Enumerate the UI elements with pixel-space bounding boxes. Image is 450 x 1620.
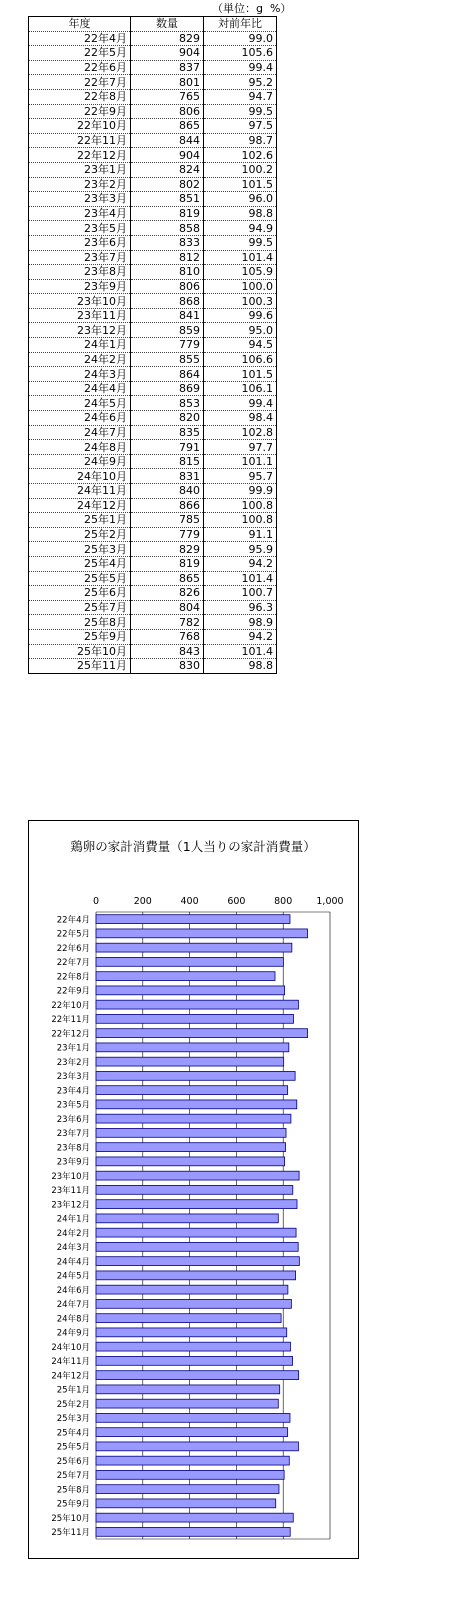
cell-month: 24年7月 [29, 425, 131, 440]
cell-yoy: 95.7 [204, 469, 277, 484]
bar [96, 1143, 286, 1152]
category-label: 24年6月 [56, 1285, 90, 1296]
category-label: 23年1月 [56, 1043, 90, 1054]
table-row [29, 338, 277, 353]
cell-quantity: 833 [131, 235, 204, 250]
table-row [29, 221, 277, 236]
bars [96, 915, 308, 1537]
category-label: 25年3月 [56, 1414, 90, 1425]
cell-quantity: 826 [131, 586, 204, 601]
cell-yoy: 99.9 [204, 484, 277, 499]
cell-quantity: 791 [131, 440, 204, 455]
bar [96, 1442, 298, 1451]
category-label: 24年10月 [51, 1342, 90, 1353]
cell-month: 23年9月 [29, 279, 131, 294]
cell-yoy: 106.6 [204, 352, 277, 367]
category-label: 23年10月 [51, 1171, 90, 1182]
cell-month: 22年5月 [29, 46, 131, 61]
x-tick-label: 600 [227, 896, 246, 907]
table-row [29, 250, 277, 265]
bar [96, 1071, 295, 1080]
cell-quantity: 840 [131, 484, 204, 499]
bar [96, 1271, 296, 1280]
cell-month: 23年8月 [29, 265, 131, 280]
cell-yoy: 100.8 [204, 498, 277, 513]
table-row [29, 600, 277, 615]
category-label: 23年2月 [56, 1057, 90, 1068]
cell-yoy: 106.1 [204, 381, 277, 396]
bar [96, 1029, 308, 1038]
cell-yoy: 99.6 [204, 308, 277, 323]
cell-yoy: 94.2 [204, 629, 277, 644]
bar [96, 1157, 285, 1166]
category-label: 24年7月 [56, 1300, 90, 1311]
cell-month: 25年1月 [29, 513, 131, 528]
cell-month: 24年3月 [29, 367, 131, 382]
table-row [29, 571, 277, 586]
category-label: 24年12月 [51, 1371, 90, 1382]
category-label: 23年9月 [56, 1157, 90, 1168]
bar [96, 929, 308, 938]
cell-month: 25年7月 [29, 600, 131, 615]
category-label: 23年12月 [51, 1200, 90, 1211]
bar [96, 1214, 278, 1223]
cell-quantity: 819 [131, 556, 204, 571]
cell-month: 25年10月 [29, 644, 131, 659]
bar [96, 1328, 287, 1337]
table-row [29, 133, 277, 148]
table-row [29, 542, 277, 557]
cell-quantity: 810 [131, 265, 204, 280]
table-row [29, 556, 277, 571]
header-year: 年度 [29, 17, 131, 32]
cell-yoy: 97.5 [204, 119, 277, 134]
category-label: 23年6月 [56, 1114, 90, 1125]
cell-yoy: 101.4 [204, 571, 277, 586]
cell-quantity: 831 [131, 469, 204, 484]
cell-yoy: 102.6 [204, 148, 277, 163]
cell-month: 22年6月 [29, 60, 131, 75]
table-row [29, 31, 277, 46]
bar [96, 1285, 288, 1294]
cell-yoy: 95.2 [204, 75, 277, 90]
bar [96, 1228, 296, 1237]
table-header-row [29, 17, 277, 32]
bar [96, 1114, 291, 1123]
cell-month: 25年5月 [29, 571, 131, 586]
category-label: 22年10月 [51, 1000, 90, 1011]
table-row [29, 527, 277, 542]
bar [96, 957, 283, 966]
cell-month: 23年4月 [29, 206, 131, 221]
cell-yoy: 98.8 [204, 206, 277, 221]
cell-month: 25年9月 [29, 629, 131, 644]
cell-month: 23年12月 [29, 323, 131, 338]
table-row [29, 615, 277, 630]
table-row [29, 659, 277, 674]
table-row [29, 89, 277, 104]
cell-quantity: 904 [131, 148, 204, 163]
cell-quantity: 837 [131, 60, 204, 75]
bar [96, 1043, 289, 1052]
cell-month: 23年6月 [29, 235, 131, 250]
cell-quantity: 765 [131, 89, 204, 104]
table-row [29, 644, 277, 659]
cell-month: 25年2月 [29, 527, 131, 542]
category-label: 22年7月 [56, 958, 90, 969]
cell-month: 22年10月 [29, 119, 131, 134]
bar [96, 943, 292, 952]
bar [96, 1314, 281, 1323]
cell-quantity: 855 [131, 352, 204, 367]
cell-quantity: 779 [131, 338, 204, 353]
category-label: 24年8月 [56, 1314, 90, 1325]
cell-yoy: 98.8 [204, 659, 277, 674]
cell-month: 24年2月 [29, 352, 131, 367]
cell-quantity: 851 [131, 192, 204, 207]
bar [96, 1185, 293, 1194]
table-row [29, 206, 277, 221]
table-row [29, 586, 277, 601]
bar [96, 1257, 299, 1266]
bar [96, 1128, 286, 1137]
cell-yoy: 100.2 [204, 162, 277, 177]
table-row [29, 367, 277, 382]
cell-yoy: 101.1 [204, 454, 277, 469]
table-row [29, 308, 277, 323]
cell-month: 24年4月 [29, 381, 131, 396]
cell-yoy: 105.9 [204, 265, 277, 280]
table-row [29, 162, 277, 177]
cell-yoy: 101.4 [204, 644, 277, 659]
bar [96, 1527, 290, 1536]
header-yoy: 対前年比 [204, 17, 277, 32]
table-row [29, 60, 277, 75]
cell-quantity: 829 [131, 542, 204, 557]
category-label: 25年2月 [56, 1399, 90, 1410]
table-row [29, 352, 277, 367]
consumption-table [28, 16, 277, 674]
bar [96, 1413, 290, 1422]
cell-quantity: 868 [131, 294, 204, 309]
cell-yoy: 97.7 [204, 440, 277, 455]
table-row [29, 323, 277, 338]
category-label: 22年5月 [56, 929, 90, 940]
cell-month: 22年9月 [29, 104, 131, 119]
table-body [29, 31, 277, 673]
category-label: 22年6月 [56, 943, 90, 954]
cell-quantity: 785 [131, 513, 204, 528]
cell-quantity: 819 [131, 206, 204, 221]
category-label: 23年4月 [56, 1086, 90, 1097]
bar [96, 1342, 290, 1351]
category-label: 23年11月 [51, 1186, 90, 1197]
cell-yoy: 100.7 [204, 586, 277, 601]
cell-month: 24年1月 [29, 338, 131, 353]
bar [96, 1356, 293, 1365]
category-label: 22年12月 [51, 1029, 90, 1040]
cell-yoy: 91.1 [204, 527, 277, 542]
cell-yoy: 96.3 [204, 600, 277, 615]
category-label: 24年3月 [56, 1243, 90, 1254]
cell-month: 23年11月 [29, 308, 131, 323]
table-row [29, 469, 277, 484]
cell-quantity: 782 [131, 615, 204, 630]
cell-quantity: 866 [131, 498, 204, 513]
bar [96, 1171, 299, 1180]
cell-quantity: 768 [131, 629, 204, 644]
category-label: 25年4月 [56, 1428, 90, 1439]
bar [96, 1513, 293, 1522]
table-row [29, 235, 277, 250]
cell-yoy: 94.9 [204, 221, 277, 236]
cell-month: 22年8月 [29, 89, 131, 104]
cell-yoy: 98.9 [204, 615, 277, 630]
cell-quantity: 869 [131, 381, 204, 396]
table-row [29, 75, 277, 90]
cell-yoy: 102.8 [204, 425, 277, 440]
category-label: 25年6月 [56, 1456, 90, 1467]
cell-quantity: 802 [131, 177, 204, 192]
bar [96, 986, 285, 995]
cell-quantity: 824 [131, 162, 204, 177]
cell-yoy: 99.5 [204, 235, 277, 250]
cell-month: 24年8月 [29, 440, 131, 455]
category-label: 24年9月 [56, 1328, 90, 1339]
x-tick-label: 200 [133, 896, 152, 907]
cell-month: 23年7月 [29, 250, 131, 265]
cell-month: 24年10月 [29, 469, 131, 484]
cell-month: 23年2月 [29, 177, 131, 192]
x-tick-label: 400 [180, 896, 199, 907]
cell-quantity: 806 [131, 279, 204, 294]
cell-yoy: 98.7 [204, 133, 277, 148]
bar [96, 1057, 284, 1066]
cell-quantity: 779 [131, 527, 204, 542]
cell-quantity: 815 [131, 454, 204, 469]
chart-frame [28, 820, 359, 1559]
bar [96, 1014, 293, 1023]
cell-yoy: 94.2 [204, 556, 277, 571]
table-row [29, 177, 277, 192]
category-label: 23年5月 [56, 1100, 90, 1111]
table-row [29, 425, 277, 440]
table-row [29, 629, 277, 644]
table-row [29, 498, 277, 513]
category-label: 24年11月 [51, 1357, 90, 1368]
cell-month: 24年11月 [29, 484, 131, 499]
cell-month: 22年4月 [29, 31, 131, 46]
table-row [29, 279, 277, 294]
bar [96, 972, 275, 981]
cell-month: 22年7月 [29, 75, 131, 90]
cell-month: 25年11月 [29, 659, 131, 674]
cell-quantity: 844 [131, 133, 204, 148]
table-row [29, 411, 277, 426]
cell-quantity: 841 [131, 308, 204, 323]
cell-month: 22年11月 [29, 133, 131, 148]
cell-quantity: 904 [131, 46, 204, 61]
category-label: 25年10月 [51, 1513, 90, 1524]
bar [96, 1242, 298, 1251]
cell-month: 24年5月 [29, 396, 131, 411]
table-row [29, 381, 277, 396]
x-tick-label: 0 [92, 896, 100, 907]
cell-yoy: 99.4 [204, 60, 277, 75]
category-label: 25年7月 [56, 1471, 90, 1482]
category-label: 25年9月 [56, 1499, 90, 1510]
cell-month: 23年10月 [29, 294, 131, 309]
cell-month: 25年8月 [29, 615, 131, 630]
table-row [29, 440, 277, 455]
bar-chart [29, 821, 358, 1558]
cell-yoy: 94.7 [204, 89, 277, 104]
cell-quantity: 858 [131, 221, 204, 236]
category-label: 23年3月 [56, 1072, 90, 1083]
cell-yoy: 99.4 [204, 396, 277, 411]
category-label: 22年11月 [51, 1015, 90, 1026]
table-row [29, 396, 277, 411]
cell-yoy: 101.5 [204, 177, 277, 192]
bar [96, 1000, 298, 1009]
cell-yoy: 96.0 [204, 192, 277, 207]
cell-month: 22年12月 [29, 148, 131, 163]
bar [96, 1399, 278, 1408]
cell-quantity: 820 [131, 411, 204, 426]
cell-month: 23年1月 [29, 162, 131, 177]
bar [96, 1086, 288, 1095]
cell-yoy: 98.4 [204, 411, 277, 426]
category-label: 25年1月 [56, 1385, 90, 1396]
table-row [29, 119, 277, 134]
cell-month: 25年6月 [29, 586, 131, 601]
bar [96, 1371, 299, 1380]
category-label: 25年11月 [51, 1528, 90, 1539]
table-row [29, 513, 277, 528]
table-row [29, 265, 277, 280]
x-tick-label: 800 [274, 896, 293, 907]
table-row [29, 104, 277, 119]
cell-quantity: 835 [131, 425, 204, 440]
cell-month: 25年4月 [29, 556, 131, 571]
category-label: 24年1月 [56, 1214, 90, 1225]
unit-note: （単位：g %） [212, 2, 292, 15]
category-label: 25年5月 [56, 1442, 90, 1453]
category-label: 24年2月 [56, 1228, 90, 1239]
table-row [29, 484, 277, 499]
cell-quantity: 804 [131, 600, 204, 615]
bar [96, 1385, 280, 1394]
bar [96, 1200, 297, 1209]
table-row [29, 148, 277, 163]
cell-quantity: 812 [131, 250, 204, 265]
table-row [29, 192, 277, 207]
bar [96, 1470, 284, 1479]
cell-quantity: 829 [131, 31, 204, 46]
table-row [29, 46, 277, 61]
cell-quantity: 801 [131, 75, 204, 90]
cell-quantity: 853 [131, 396, 204, 411]
x-tick-label: 1,000 [316, 896, 344, 907]
cell-quantity: 830 [131, 659, 204, 674]
category-label: 23年8月 [56, 1143, 90, 1154]
cell-month: 24年12月 [29, 498, 131, 513]
bar [96, 1428, 288, 1437]
cell-yoy: 100.0 [204, 279, 277, 294]
cell-quantity: 843 [131, 644, 204, 659]
cell-quantity: 865 [131, 119, 204, 134]
bar [96, 1499, 276, 1508]
x-axis-ticks [93, 896, 344, 907]
cell-quantity: 806 [131, 104, 204, 119]
cell-yoy: 99.0 [204, 31, 277, 46]
cell-yoy: 101.4 [204, 250, 277, 265]
cell-yoy: 100.8 [204, 513, 277, 528]
cell-month: 24年9月 [29, 454, 131, 469]
cell-yoy: 95.0 [204, 323, 277, 338]
cell-yoy: 101.5 [204, 367, 277, 382]
table-row [29, 454, 277, 469]
cell-yoy: 94.5 [204, 338, 277, 353]
cell-yoy: 100.3 [204, 294, 277, 309]
cell-quantity: 859 [131, 323, 204, 338]
bar [96, 1456, 289, 1465]
cell-yoy: 99.5 [204, 104, 277, 119]
cell-month: 23年3月 [29, 192, 131, 207]
cell-month: 23年5月 [29, 221, 131, 236]
category-label: 25年8月 [56, 1485, 90, 1496]
bar [96, 1485, 279, 1494]
category-label: 22年8月 [56, 972, 90, 983]
chart-title: 鶏卵の家計消費量（1人当りの家計消費量） [70, 839, 316, 854]
cell-month: 24年6月 [29, 411, 131, 426]
category-label: 24年5月 [56, 1271, 90, 1282]
category-label: 22年9月 [56, 986, 90, 997]
category-label: 23年7月 [56, 1129, 90, 1140]
cell-quantity: 864 [131, 367, 204, 382]
cell-month: 25年3月 [29, 542, 131, 557]
bar [96, 915, 290, 924]
cell-quantity: 865 [131, 571, 204, 586]
cell-yoy: 105.6 [204, 46, 277, 61]
cell-yoy: 95.9 [204, 542, 277, 557]
bar [96, 1100, 297, 1109]
bar [96, 1299, 291, 1308]
category-labels [51, 914, 90, 1538]
table-row [29, 294, 277, 309]
header-quantity: 数量 [131, 17, 204, 32]
category-label: 22年4月 [56, 915, 90, 926]
category-label: 24年4月 [56, 1257, 90, 1268]
